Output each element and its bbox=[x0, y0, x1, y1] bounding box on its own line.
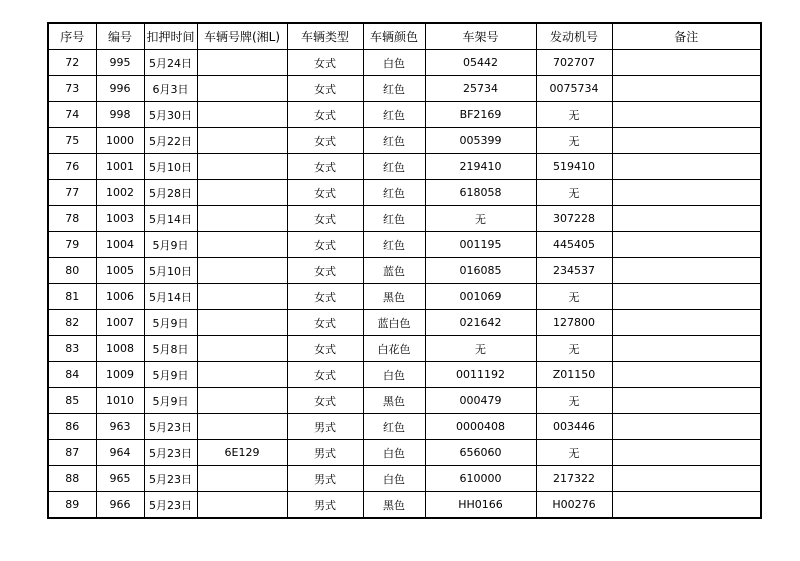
cell-seizure-date: 5月14日 bbox=[144, 206, 197, 232]
cell-record-number: 966 bbox=[96, 492, 144, 519]
cell-seizure-date: 5月9日 bbox=[144, 388, 197, 414]
cell-seizure-date: 5月8日 bbox=[144, 336, 197, 362]
cell-remarks bbox=[612, 414, 761, 440]
cell-serial-number: 85 bbox=[48, 388, 96, 414]
cell-plate-number bbox=[197, 362, 287, 388]
table-row bbox=[48, 50, 761, 76]
cell-record-number: 998 bbox=[96, 102, 144, 128]
cell-seizure-date: 5月9日 bbox=[144, 232, 197, 258]
table-body bbox=[48, 50, 761, 519]
cell-frame-number: 656060 bbox=[425, 440, 536, 466]
cell-plate-number bbox=[197, 206, 287, 232]
cell-serial-number: 87 bbox=[48, 440, 96, 466]
cell-frame-number: 016085 bbox=[425, 258, 536, 284]
cell-vehicle-type: 男式 bbox=[287, 440, 363, 466]
cell-remarks bbox=[612, 76, 761, 102]
cell-remarks bbox=[612, 206, 761, 232]
cell-vehicle-type: 女式 bbox=[287, 388, 363, 414]
cell-vehicle-type: 女式 bbox=[287, 336, 363, 362]
cell-engine-number: 519410 bbox=[536, 154, 612, 180]
table-row bbox=[48, 466, 761, 492]
cell-plate-number bbox=[197, 336, 287, 362]
cell-engine-number: 445405 bbox=[536, 232, 612, 258]
table-row bbox=[48, 336, 761, 362]
cell-serial-number: 73 bbox=[48, 76, 96, 102]
cell-vehicle-color: 红色 bbox=[363, 154, 425, 180]
table-row bbox=[48, 206, 761, 232]
cell-serial-number: 78 bbox=[48, 206, 96, 232]
cell-vehicle-color: 红色 bbox=[363, 102, 425, 128]
cell-plate-number bbox=[197, 466, 287, 492]
cell-frame-number: 618058 bbox=[425, 180, 536, 206]
cell-vehicle-color: 红色 bbox=[363, 180, 425, 206]
cell-remarks bbox=[612, 336, 761, 362]
cell-serial-number: 77 bbox=[48, 180, 96, 206]
cell-vehicle-color: 红色 bbox=[363, 206, 425, 232]
cell-vehicle-type: 女式 bbox=[287, 284, 363, 310]
cell-record-number: 996 bbox=[96, 76, 144, 102]
cell-record-number: 1010 bbox=[96, 388, 144, 414]
cell-engine-number: 无 bbox=[536, 128, 612, 154]
cell-frame-number: HH0166 bbox=[425, 492, 536, 519]
header-vehicle-type: 车辆类型 bbox=[287, 23, 363, 50]
table-row bbox=[48, 76, 761, 102]
cell-frame-number: 219410 bbox=[425, 154, 536, 180]
cell-engine-number: 无 bbox=[536, 440, 612, 466]
cell-seizure-date: 5月23日 bbox=[144, 492, 197, 519]
cell-remarks bbox=[612, 128, 761, 154]
cell-seizure-date: 5月28日 bbox=[144, 180, 197, 206]
table-row bbox=[48, 128, 761, 154]
cell-vehicle-type: 男式 bbox=[287, 466, 363, 492]
cell-remarks bbox=[612, 102, 761, 128]
cell-plate-number bbox=[197, 154, 287, 180]
cell-plate-number bbox=[197, 50, 287, 76]
cell-vehicle-type: 女式 bbox=[287, 362, 363, 388]
cell-vehicle-color: 白色 bbox=[363, 362, 425, 388]
cell-vehicle-color: 蓝白色 bbox=[363, 310, 425, 336]
cell-record-number: 995 bbox=[96, 50, 144, 76]
cell-plate-number bbox=[197, 310, 287, 336]
cell-engine-number: 无 bbox=[536, 388, 612, 414]
cell-plate-number bbox=[197, 388, 287, 414]
cell-serial-number: 88 bbox=[48, 466, 96, 492]
cell-engine-number: 307228 bbox=[536, 206, 612, 232]
cell-vehicle-color: 黑色 bbox=[363, 284, 425, 310]
cell-seizure-date: 5月9日 bbox=[144, 362, 197, 388]
table-row bbox=[48, 284, 761, 310]
cell-serial-number: 83 bbox=[48, 336, 96, 362]
cell-record-number: 1001 bbox=[96, 154, 144, 180]
cell-frame-number: 无 bbox=[425, 336, 536, 362]
cell-engine-number: 234537 bbox=[536, 258, 612, 284]
cell-seizure-date: 6月3日 bbox=[144, 76, 197, 102]
header-remarks: 备注 bbox=[612, 23, 761, 50]
header-serial-number: 序号 bbox=[48, 23, 96, 50]
cell-remarks bbox=[612, 154, 761, 180]
cell-frame-number: 001069 bbox=[425, 284, 536, 310]
cell-record-number: 1003 bbox=[96, 206, 144, 232]
table-row bbox=[48, 492, 761, 519]
header-frame-number: 车架号 bbox=[425, 23, 536, 50]
cell-remarks bbox=[612, 466, 761, 492]
cell-frame-number: 001195 bbox=[425, 232, 536, 258]
cell-vehicle-type: 女式 bbox=[287, 102, 363, 128]
cell-seizure-date: 5月14日 bbox=[144, 284, 197, 310]
cell-remarks bbox=[612, 440, 761, 466]
vehicle-seizure-sheet bbox=[47, 22, 762, 519]
cell-engine-number: 217322 bbox=[536, 466, 612, 492]
cell-vehicle-type: 女式 bbox=[287, 206, 363, 232]
table-row bbox=[48, 154, 761, 180]
cell-frame-number: 005399 bbox=[425, 128, 536, 154]
cell-plate-number: 6E129 bbox=[197, 440, 287, 466]
cell-record-number: 1009 bbox=[96, 362, 144, 388]
cell-serial-number: 75 bbox=[48, 128, 96, 154]
cell-vehicle-color: 白色 bbox=[363, 50, 425, 76]
cell-vehicle-type: 女式 bbox=[287, 180, 363, 206]
cell-remarks bbox=[612, 50, 761, 76]
cell-engine-number: 003446 bbox=[536, 414, 612, 440]
cell-plate-number bbox=[197, 128, 287, 154]
cell-engine-number: H00276 bbox=[536, 492, 612, 519]
cell-record-number: 965 bbox=[96, 466, 144, 492]
cell-engine-number: 无 bbox=[536, 180, 612, 206]
cell-seizure-date: 5月10日 bbox=[144, 154, 197, 180]
header-record-number: 编号 bbox=[96, 23, 144, 50]
cell-engine-number: 无 bbox=[536, 102, 612, 128]
cell-vehicle-type: 女式 bbox=[287, 258, 363, 284]
cell-seizure-date: 5月23日 bbox=[144, 414, 197, 440]
cell-record-number: 963 bbox=[96, 414, 144, 440]
cell-engine-number: 0075734 bbox=[536, 76, 612, 102]
cell-serial-number: 84 bbox=[48, 362, 96, 388]
table-row bbox=[48, 388, 761, 414]
cell-serial-number: 80 bbox=[48, 258, 96, 284]
cell-frame-number: 05442 bbox=[425, 50, 536, 76]
cell-frame-number: BF2169 bbox=[425, 102, 536, 128]
cell-record-number: 1007 bbox=[96, 310, 144, 336]
cell-remarks bbox=[612, 388, 761, 414]
table-row bbox=[48, 310, 761, 336]
cell-serial-number: 86 bbox=[48, 414, 96, 440]
header-seizure-date: 扣押时间 bbox=[144, 23, 197, 50]
cell-serial-number: 79 bbox=[48, 232, 96, 258]
cell-seizure-date: 5月30日 bbox=[144, 102, 197, 128]
header-plate-number: 车辆号牌(湘L) bbox=[197, 23, 287, 50]
cell-vehicle-type: 女式 bbox=[287, 76, 363, 102]
cell-vehicle-color: 白色 bbox=[363, 466, 425, 492]
cell-serial-number: 89 bbox=[48, 492, 96, 519]
cell-remarks bbox=[612, 284, 761, 310]
cell-engine-number: Z01150 bbox=[536, 362, 612, 388]
cell-seizure-date: 5月22日 bbox=[144, 128, 197, 154]
cell-frame-number: 无 bbox=[425, 206, 536, 232]
cell-remarks bbox=[612, 362, 761, 388]
cell-vehicle-type: 女式 bbox=[287, 128, 363, 154]
cell-frame-number: 000479 bbox=[425, 388, 536, 414]
cell-vehicle-type: 女式 bbox=[287, 50, 363, 76]
cell-serial-number: 76 bbox=[48, 154, 96, 180]
cell-frame-number: 0000408 bbox=[425, 414, 536, 440]
cell-vehicle-type: 女式 bbox=[287, 154, 363, 180]
cell-vehicle-color: 红色 bbox=[363, 76, 425, 102]
cell-vehicle-type: 女式 bbox=[287, 232, 363, 258]
header-row bbox=[48, 23, 761, 50]
cell-vehicle-color: 红色 bbox=[363, 128, 425, 154]
cell-vehicle-color: 白色 bbox=[363, 440, 425, 466]
cell-plate-number bbox=[197, 180, 287, 206]
table-row bbox=[48, 440, 761, 466]
table-row bbox=[48, 258, 761, 284]
cell-record-number: 1002 bbox=[96, 180, 144, 206]
table-row bbox=[48, 362, 761, 388]
cell-remarks bbox=[612, 492, 761, 519]
cell-frame-number: 25734 bbox=[425, 76, 536, 102]
cell-record-number: 964 bbox=[96, 440, 144, 466]
cell-vehicle-type: 女式 bbox=[287, 310, 363, 336]
cell-plate-number bbox=[197, 102, 287, 128]
table-row bbox=[48, 414, 761, 440]
cell-record-number: 1008 bbox=[96, 336, 144, 362]
cell-serial-number: 72 bbox=[48, 50, 96, 76]
cell-engine-number: 702707 bbox=[536, 50, 612, 76]
cell-seizure-date: 5月23日 bbox=[144, 466, 197, 492]
header-vehicle-color: 车辆颜色 bbox=[363, 23, 425, 50]
cell-plate-number bbox=[197, 284, 287, 310]
cell-vehicle-type: 男式 bbox=[287, 414, 363, 440]
cell-remarks bbox=[612, 180, 761, 206]
cell-remarks bbox=[612, 232, 761, 258]
cell-serial-number: 82 bbox=[48, 310, 96, 336]
header-engine-number: 发动机号 bbox=[536, 23, 612, 50]
vehicle-table bbox=[47, 22, 762, 519]
cell-frame-number: 610000 bbox=[425, 466, 536, 492]
cell-vehicle-color: 红色 bbox=[363, 232, 425, 258]
cell-vehicle-color: 白花色 bbox=[363, 336, 425, 362]
cell-seizure-date: 5月24日 bbox=[144, 50, 197, 76]
cell-plate-number bbox=[197, 258, 287, 284]
cell-engine-number: 无 bbox=[536, 284, 612, 310]
cell-remarks bbox=[612, 310, 761, 336]
cell-record-number: 1005 bbox=[96, 258, 144, 284]
cell-frame-number: 021642 bbox=[425, 310, 536, 336]
cell-frame-number: 0011192 bbox=[425, 362, 536, 388]
cell-serial-number: 81 bbox=[48, 284, 96, 310]
cell-seizure-date: 5月9日 bbox=[144, 310, 197, 336]
cell-plate-number bbox=[197, 232, 287, 258]
cell-seizure-date: 5月23日 bbox=[144, 440, 197, 466]
cell-record-number: 1004 bbox=[96, 232, 144, 258]
cell-remarks bbox=[612, 258, 761, 284]
table-row bbox=[48, 180, 761, 206]
cell-engine-number: 127800 bbox=[536, 310, 612, 336]
cell-serial-number: 74 bbox=[48, 102, 96, 128]
cell-vehicle-color: 黑色 bbox=[363, 492, 425, 519]
cell-vehicle-color: 蓝色 bbox=[363, 258, 425, 284]
cell-vehicle-color: 红色 bbox=[363, 414, 425, 440]
cell-vehicle-color: 黑色 bbox=[363, 388, 425, 414]
table-row bbox=[48, 232, 761, 258]
cell-plate-number bbox=[197, 492, 287, 519]
cell-engine-number: 无 bbox=[536, 336, 612, 362]
cell-record-number: 1000 bbox=[96, 128, 144, 154]
table-row bbox=[48, 102, 761, 128]
cell-record-number: 1006 bbox=[96, 284, 144, 310]
cell-plate-number bbox=[197, 76, 287, 102]
cell-vehicle-type: 男式 bbox=[287, 492, 363, 519]
cell-plate-number bbox=[197, 414, 287, 440]
cell-seizure-date: 5月10日 bbox=[144, 258, 197, 284]
